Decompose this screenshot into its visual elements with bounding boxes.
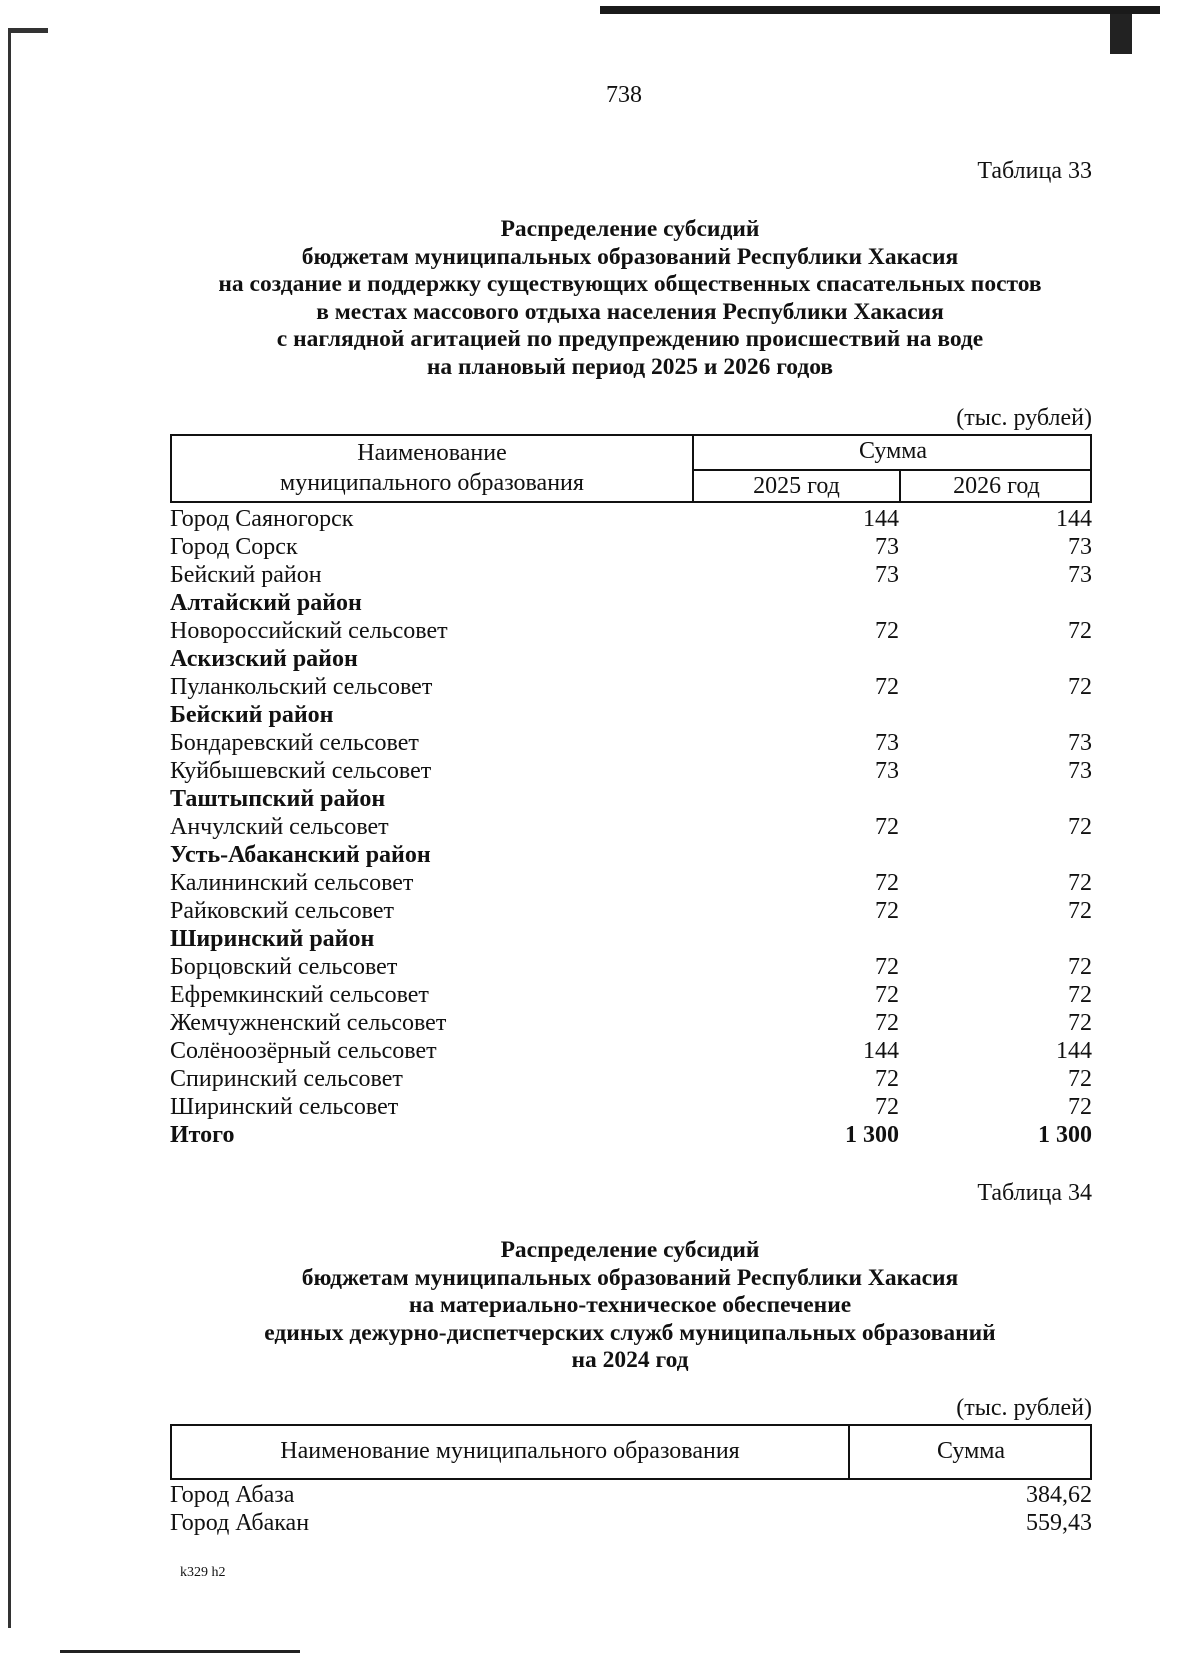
row-value-2025: 73	[875, 730, 899, 756]
title-line: на материально-техническое обеспечение	[408, 1292, 852, 1318]
table-row	[170, 813, 1092, 841]
footer-code: k329 h2	[180, 1565, 226, 1580]
table-row	[170, 673, 1092, 701]
row-name: Таштыпский район	[170, 786, 386, 812]
row-value-2026: 144	[1056, 506, 1092, 532]
row-value-2026: 144	[1056, 1038, 1092, 1064]
table-row	[170, 1481, 1092, 1509]
row-name: Город Абакан	[170, 1510, 310, 1536]
scan-edge-top	[600, 6, 1160, 14]
row-name: Итого	[170, 1122, 235, 1148]
row-value-2025: 72	[875, 814, 899, 840]
table-row	[170, 897, 1092, 925]
row-value-2025: 72	[875, 1094, 899, 1120]
title-line: бюджетам муниципальных образований Республики Хакасия	[301, 1264, 959, 1291]
table-row	[170, 1065, 1092, 1093]
row-name: Райковский сельсовет	[170, 898, 394, 924]
group-row	[170, 841, 1092, 869]
title-line: бюджетам муниципальных образований Республики Хакасия	[301, 243, 959, 270]
row-value-2025: 73	[875, 562, 899, 588]
table-row	[170, 561, 1092, 589]
title-line: на плановый период 2025 и 2026 годов	[426, 353, 834, 380]
row-name: Калининский сельсовет	[170, 870, 414, 896]
group-row	[170, 645, 1092, 673]
row-value-2025: 73	[875, 534, 899, 560]
row-name: Пуланкольский сельсовет	[170, 674, 433, 700]
row-name: Ширинский сельсовет	[170, 1094, 399, 1120]
header-year-2026: 2026 год	[953, 473, 1040, 499]
scan-edge-left-mark	[8, 28, 48, 33]
row-name: Жемчужненский сельсовет	[170, 1010, 447, 1036]
row-value-2025: 72	[875, 1066, 899, 1092]
row-value-2026: 73	[1068, 758, 1092, 784]
table-row	[170, 981, 1092, 1009]
table33-label: Таблица 33	[977, 158, 1092, 184]
table-row	[170, 1009, 1092, 1037]
table-row	[170, 757, 1092, 785]
header-sum: Сумма	[937, 1438, 1005, 1464]
row-value-2026: 72	[1068, 1094, 1092, 1120]
table33-title	[150, 216, 1110, 381]
scan-edge-corner	[1110, 14, 1132, 54]
table-row	[170, 533, 1092, 561]
table-row	[170, 617, 1092, 645]
row-value-2026: 72	[1068, 1066, 1092, 1092]
group-row	[170, 701, 1092, 729]
row-value-2025: 72	[875, 982, 899, 1008]
row-name: Бондаревский сельсовет	[170, 730, 419, 756]
row-name: Аскизский район	[170, 646, 358, 672]
row-value-2026: 72	[1068, 870, 1092, 896]
row-name: Ефремкинский сельсовет	[170, 982, 429, 1008]
header-name-line2: муниципального образования	[280, 470, 584, 496]
row-value-2025: 72	[875, 954, 899, 980]
row-value-2025: 1 300	[845, 1122, 899, 1148]
row-name: Борцовский сельсовет	[170, 954, 398, 980]
table34-body	[170, 1481, 1092, 1537]
header-name: Наименование муниципального образования	[280, 1438, 740, 1464]
row-value-2026: 72	[1068, 674, 1092, 700]
row-value-2026: 72	[1068, 618, 1092, 644]
row-value-2025: 72	[875, 1010, 899, 1036]
table-row	[170, 505, 1092, 533]
row-value-2026: 73	[1068, 562, 1092, 588]
row-name: Анчулский сельсовет	[170, 814, 389, 840]
row-value-2026: 72	[1068, 898, 1092, 924]
table33-body	[170, 505, 1092, 1149]
header-name-line1: Наименование	[357, 440, 507, 466]
group-row	[170, 589, 1092, 617]
table-row	[170, 1093, 1092, 1121]
table-row	[170, 1509, 1092, 1537]
row-name: Бейский район	[170, 702, 334, 728]
table-row	[170, 729, 1092, 757]
title-line: Распределение субсидий	[500, 216, 760, 242]
row-name: Бейский район	[170, 562, 322, 588]
row-name: Солёноозёрный сельсовет	[170, 1038, 437, 1064]
table33-unit: (тыс. рублей)	[956, 405, 1092, 431]
page-number: 738	[606, 82, 642, 108]
group-row	[170, 925, 1092, 953]
title-line: с наглядной агитацией по предупреждению происшествий на воде	[276, 326, 984, 352]
row-name: Ширинский район	[170, 926, 375, 952]
row-value-2025: 72	[875, 898, 899, 924]
row-value-2026: 73	[1068, 534, 1092, 560]
row-name: Куйбышевский сельсовет	[170, 758, 432, 784]
title-line: Распределение субсидий	[500, 1237, 760, 1263]
table34-unit: (тыс. рублей)	[956, 1395, 1092, 1421]
table34-label: Таблица 34	[977, 1180, 1092, 1206]
group-row	[170, 785, 1092, 813]
row-name: Усть-Абаканский район	[170, 842, 431, 868]
row-value-2026: 72	[1068, 954, 1092, 980]
row-name: Город Саяногорск	[170, 506, 354, 532]
row-name: Спиринский сельсовет	[170, 1066, 403, 1092]
row-value-2025: 144	[863, 1038, 899, 1064]
scan-edge-left	[8, 28, 11, 1628]
header-divider	[692, 469, 1092, 471]
table34-title	[150, 1237, 1110, 1375]
row-name: Новороссийский сельсовет	[170, 618, 448, 644]
table-row	[170, 869, 1092, 897]
total-row	[170, 1121, 1092, 1149]
header-sum: Сумма	[859, 438, 927, 464]
row-value-2026: 72	[1068, 814, 1092, 840]
title-line: единых дежурно-диспетчерских служб муниципальных образований	[264, 1319, 996, 1346]
table-row	[170, 953, 1092, 981]
row-value-2025: 72	[875, 870, 899, 896]
row-value: 559,43	[1026, 1510, 1092, 1536]
table33-header	[170, 434, 1092, 503]
title-line: на 2024 год	[571, 1347, 689, 1373]
row-name: Город Сорск	[170, 534, 298, 560]
table-row	[170, 1037, 1092, 1065]
row-value-2025: 73	[875, 758, 899, 784]
table34-header	[170, 1424, 1092, 1480]
row-value-2025: 72	[875, 674, 899, 700]
title-line: в местах массового отдыха населения Республики Хакасия	[316, 298, 944, 325]
row-value: 384,62	[1026, 1482, 1092, 1508]
row-value-2026: 73	[1068, 730, 1092, 756]
scan-edge-bottom	[60, 1650, 300, 1653]
title-line: на создание и поддержку существующих общественных спасательных постов	[218, 271, 1042, 297]
header-year-2025: 2025 год	[753, 473, 840, 499]
row-value-2026: 1 300	[1038, 1122, 1092, 1148]
row-value-2026: 72	[1068, 982, 1092, 1008]
row-value-2025: 144	[863, 506, 899, 532]
row-value-2026: 72	[1068, 1010, 1092, 1036]
row-name: Алтайский район	[170, 590, 362, 616]
row-value-2025: 72	[875, 618, 899, 644]
row-name: Город Абаза	[170, 1482, 295, 1508]
